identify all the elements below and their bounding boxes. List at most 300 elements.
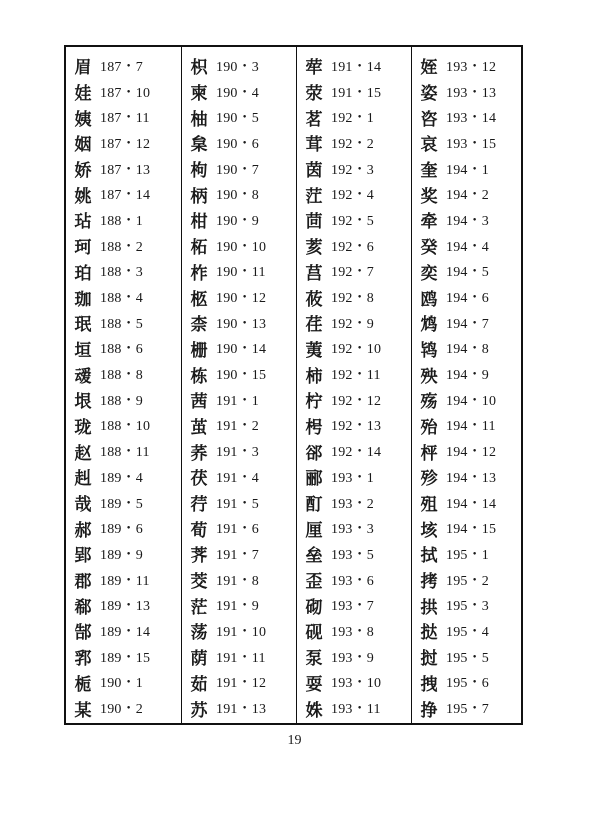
entry-character: 挣 [420, 700, 438, 721]
index-entry [297, 207, 411, 233]
entry-reference: 193・3 [331, 522, 374, 538]
index-entry [182, 79, 296, 105]
index-entry [182, 541, 296, 567]
entry-character: 茹 [190, 674, 208, 695]
entry-character: 枵 [305, 417, 323, 438]
entry-reference: 190・8 [216, 188, 259, 204]
entry-character: 奕 [420, 263, 438, 284]
entry-character: 柄 [190, 186, 208, 207]
entry-character: 柬 [190, 84, 208, 105]
index-entry [412, 413, 521, 439]
index-entry [412, 181, 521, 207]
index-entry [412, 464, 521, 490]
entry-reference: 191・12 [216, 676, 267, 692]
index-entry [182, 695, 296, 721]
entry-character: 茧 [190, 417, 208, 438]
entry-character: 珑 [74, 417, 92, 438]
index-entry [297, 618, 411, 644]
entry-reference: 190・11 [216, 265, 266, 281]
entry-reference: 193・8 [331, 624, 374, 640]
index-entry [412, 438, 521, 464]
index-entry [412, 387, 521, 413]
index-entry [297, 541, 411, 567]
index-entry [182, 310, 296, 336]
entry-reference: 189・5 [100, 496, 143, 512]
entry-character: 柿 [305, 366, 323, 387]
index-entry [182, 438, 296, 464]
entry-character: 泵 [305, 649, 323, 670]
entry-reference: 193・7 [331, 599, 374, 615]
entry-character: 歪 [305, 572, 323, 593]
index-entry [66, 130, 181, 156]
entry-reference: 195・5 [446, 650, 489, 666]
index-entry [66, 695, 181, 721]
index-entry [412, 104, 521, 130]
index-entry [182, 156, 296, 182]
index-column [296, 47, 411, 723]
entry-reference: 194・5 [446, 265, 489, 281]
index-entry [297, 387, 411, 413]
entry-character: 枲 [190, 135, 208, 156]
entry-reference: 191・15 [331, 85, 382, 101]
index-entry [297, 233, 411, 259]
entry-reference: 189・14 [100, 624, 151, 640]
entry-reference: 190・2 [100, 702, 143, 718]
index-entry [297, 567, 411, 593]
entry-reference: 192・10 [331, 342, 382, 358]
entry-reference: 188・11 [100, 445, 150, 461]
entry-character: 鸩 [420, 315, 438, 336]
entry-reference: 192・1 [331, 111, 374, 127]
index-entry [412, 130, 521, 156]
entry-reference: 193・5 [331, 547, 374, 563]
entry-character: 垒 [305, 546, 323, 567]
index-entry [412, 541, 521, 567]
entry-character: 耍 [305, 674, 323, 695]
entry-character: 荄 [305, 238, 323, 259]
index-column [66, 47, 181, 723]
index-entry [412, 592, 521, 618]
index-entry [182, 515, 296, 541]
entry-reference: 192・7 [331, 265, 374, 281]
entry-reference: 191・8 [216, 573, 259, 589]
index-entry [66, 259, 181, 285]
entry-character: 拭 [420, 546, 438, 567]
entry-reference: 189・9 [100, 547, 143, 563]
index-entry [182, 233, 296, 259]
page-number: 19 [287, 733, 302, 748]
entry-reference: 188・9 [100, 393, 143, 409]
entry-character: 拱 [420, 597, 438, 618]
index-entry [297, 259, 411, 285]
entry-character: 茵 [305, 161, 323, 182]
entry-reference: 191・14 [331, 59, 382, 75]
entry-character: 郜 [74, 623, 92, 644]
entry-reference: 188・4 [100, 291, 143, 307]
entry-character: 姝 [305, 700, 323, 721]
entry-reference: 194・8 [446, 342, 489, 358]
entry-reference: 192・8 [331, 291, 374, 307]
entry-character: 荫 [190, 649, 208, 670]
entry-character: 郢 [74, 546, 92, 567]
entry-character: 鸥 [420, 289, 438, 310]
entry-character: 咨 [420, 109, 438, 130]
entry-character: 拽 [420, 674, 438, 695]
index-entry [412, 336, 521, 362]
index-entry [297, 53, 411, 79]
entry-reference: 191・3 [216, 445, 259, 461]
entry-reference: 191・1 [216, 393, 259, 409]
entry-reference: 194・6 [446, 291, 489, 307]
index-entry [182, 207, 296, 233]
entry-character: 郡 [74, 572, 92, 593]
entry-character: 荀 [190, 520, 208, 541]
index-entry [66, 644, 181, 670]
entry-reference: 191・13 [216, 702, 267, 718]
entry-character: 莜 [305, 289, 323, 310]
entry-reference: 188・2 [100, 239, 143, 255]
index-entry [297, 644, 411, 670]
entry-reference: 194・3 [446, 213, 489, 229]
index-entry [412, 233, 521, 259]
index-entry [182, 259, 296, 285]
entry-character: 挝 [420, 649, 438, 670]
entry-character: 荑 [305, 340, 323, 361]
entry-reference: 190・7 [216, 162, 259, 178]
entry-character: 荞 [190, 443, 208, 464]
index-entry [297, 284, 411, 310]
index-entry [412, 695, 521, 721]
entry-reference: 190・3 [216, 59, 259, 75]
entry-reference: 188・8 [100, 368, 143, 384]
index-entry [66, 387, 181, 413]
entry-character: 殄 [420, 469, 438, 490]
entry-reference: 189・15 [100, 650, 151, 666]
entry-character: 茴 [305, 212, 323, 233]
entry-reference: 193・9 [331, 650, 374, 666]
index-entry [182, 181, 296, 207]
entry-character: 叆 [74, 366, 92, 387]
entry-character: 茭 [190, 572, 208, 593]
index-entry [297, 310, 411, 336]
entry-reference: 189・13 [100, 599, 151, 615]
index-entry [297, 413, 411, 439]
index-entry [412, 53, 521, 79]
entry-character: 姨 [74, 109, 92, 130]
index-entry [66, 181, 181, 207]
entry-character: 姻 [74, 135, 92, 156]
entry-character: 茸 [305, 135, 323, 156]
entry-reference: 193・1 [331, 470, 374, 486]
index-entry [182, 336, 296, 362]
entry-character: 姪 [420, 58, 438, 79]
entry-reference: 194・13 [446, 470, 497, 486]
index-entry [66, 438, 181, 464]
entry-reference: 194・4 [446, 239, 489, 255]
entry-character: 枰 [420, 443, 438, 464]
entry-reference: 195・2 [446, 573, 489, 589]
entry-reference: 190・9 [216, 213, 259, 229]
index-entry [412, 644, 521, 670]
index-entry [412, 361, 521, 387]
entry-character: 珂 [74, 238, 92, 259]
index-entry [66, 567, 181, 593]
entry-character: 柞 [190, 263, 208, 284]
entry-reference: 190・4 [216, 85, 259, 101]
entry-reference: 189・6 [100, 522, 143, 538]
entry-reference: 188・6 [100, 342, 143, 358]
entry-character: 殆 [420, 417, 438, 438]
entry-character: 赵 [74, 443, 92, 464]
index-entry [297, 438, 411, 464]
entry-reference: 187・13 [100, 162, 151, 178]
entry-character: 哀 [420, 135, 438, 156]
entry-character: 姚 [74, 186, 92, 207]
entry-character: 郗 [74, 597, 92, 618]
entry-character: 郦 [305, 469, 323, 490]
entry-reference: 188・3 [100, 265, 143, 281]
index-entry [66, 361, 181, 387]
entry-character: 牵 [420, 212, 438, 233]
entry-reference: 190・14 [216, 342, 267, 358]
entry-reference: 194・7 [446, 316, 489, 332]
index-entry [297, 490, 411, 516]
index-column [411, 47, 521, 723]
entry-reference: 192・11 [331, 368, 381, 384]
entry-reference: 191・11 [216, 650, 266, 666]
entry-reference: 194・2 [446, 188, 489, 204]
index-entry [66, 53, 181, 79]
entry-character: 某 [74, 700, 92, 721]
index-entry [182, 567, 296, 593]
entry-reference: 191・4 [216, 470, 259, 486]
index-entry [412, 567, 521, 593]
entry-reference: 190・5 [216, 111, 259, 127]
index-entry [182, 104, 296, 130]
entry-reference: 195・6 [446, 676, 489, 692]
index-entry [412, 670, 521, 696]
entry-reference: 194・10 [446, 393, 497, 409]
entry-character: 柠 [305, 392, 323, 413]
entry-character: 垣 [74, 340, 92, 361]
entry-character: 栀 [74, 674, 92, 695]
entry-character: 癸 [420, 238, 438, 259]
entry-character: 茯 [190, 469, 208, 490]
entry-character: 荠 [190, 546, 208, 567]
entry-reference: 190・1 [100, 676, 143, 692]
entry-character: 栋 [190, 366, 208, 387]
entry-reference: 192・13 [331, 419, 382, 435]
entry-reference: 187・12 [100, 136, 151, 152]
entry-reference: 193・10 [331, 676, 382, 692]
entry-character: 殃 [420, 366, 438, 387]
entry-reference: 192・9 [331, 316, 374, 332]
index-column [181, 47, 296, 723]
index-entry [66, 104, 181, 130]
entry-character: 挞 [420, 623, 438, 644]
entry-character: 垠 [74, 392, 92, 413]
entry-character: 枸 [190, 161, 208, 182]
entry-reference: 190・6 [216, 136, 259, 152]
index-entry [412, 515, 521, 541]
entry-character: 砚 [305, 623, 323, 644]
entry-reference: 193・12 [446, 59, 497, 75]
entry-character: 姿 [420, 84, 438, 105]
entry-character: 茜 [190, 392, 208, 413]
entry-reference: 195・1 [446, 547, 489, 563]
index-entry [182, 284, 296, 310]
index-entry [182, 670, 296, 696]
entry-character: 柑 [190, 212, 208, 233]
entry-character: 郛 [74, 649, 92, 670]
entry-character: 殂 [420, 495, 438, 516]
entry-reference: 191・10 [216, 624, 267, 640]
character-index-table [64, 45, 523, 725]
entry-reference: 188・5 [100, 316, 143, 332]
entry-character: 殇 [420, 392, 438, 413]
index-entry [412, 156, 521, 182]
index-entry [182, 361, 296, 387]
index-entry [66, 336, 181, 362]
entry-character: 娃 [74, 84, 92, 105]
entry-character: 栅 [190, 340, 208, 361]
entry-reference: 191・9 [216, 599, 259, 615]
entry-reference: 191・6 [216, 522, 259, 538]
index-entry [412, 79, 521, 105]
entry-character: 奖 [420, 186, 438, 207]
index-entry [182, 53, 296, 79]
entry-reference: 187・7 [100, 59, 143, 75]
entry-reference: 194・9 [446, 368, 489, 384]
index-entry [412, 207, 521, 233]
index-entry [66, 310, 181, 336]
entry-character: 娇 [74, 161, 92, 182]
entry-reference: 193・11 [331, 702, 381, 718]
index-entry [66, 541, 181, 567]
index-entry [182, 490, 296, 516]
index-entry [182, 413, 296, 439]
entry-character: 鸨 [420, 340, 438, 361]
entry-character: 郝 [74, 520, 92, 541]
entry-character: 奎 [420, 161, 438, 182]
entry-reference: 192・2 [331, 136, 374, 152]
entry-character: 柩 [190, 289, 208, 310]
entry-reference: 193・15 [446, 136, 497, 152]
index-entry [412, 490, 521, 516]
entry-reference: 194・14 [446, 496, 497, 512]
index-entry [66, 592, 181, 618]
entry-character: 柚 [190, 109, 208, 130]
index-entry [297, 336, 411, 362]
entry-character: 莒 [305, 263, 323, 284]
index-entry [182, 387, 296, 413]
index-entry [297, 592, 411, 618]
index-entry [297, 181, 411, 207]
index-entry [182, 130, 296, 156]
entry-reference: 189・11 [100, 573, 150, 589]
entry-character: 垓 [420, 520, 438, 541]
index-entry [297, 79, 411, 105]
entry-reference: 193・2 [331, 496, 374, 512]
entry-reference: 194・1 [446, 162, 489, 178]
index-entry [412, 259, 521, 285]
entry-character: 荡 [190, 623, 208, 644]
entry-character: 厘 [305, 520, 323, 541]
entry-character: 苏 [190, 700, 208, 721]
entry-reference: 187・10 [100, 85, 151, 101]
entry-reference: 194・12 [446, 445, 497, 461]
entry-character: 珉 [74, 315, 92, 336]
entry-character: 荦 [305, 58, 323, 79]
index-entry [66, 670, 181, 696]
entry-character: 荥 [305, 84, 323, 105]
entry-character: 玷 [74, 212, 92, 233]
index-entry [66, 515, 181, 541]
entry-reference: 192・12 [331, 393, 382, 409]
entry-reference: 190・15 [216, 368, 267, 384]
index-entry [412, 618, 521, 644]
index-entry [66, 207, 181, 233]
entry-character: 枳 [190, 58, 208, 79]
entry-character: 茫 [190, 597, 208, 618]
entry-reference: 191・7 [216, 547, 259, 563]
index-entry [182, 618, 296, 644]
index-entry [297, 695, 411, 721]
entry-character: 拷 [420, 572, 438, 593]
entry-reference: 189・4 [100, 470, 143, 486]
index-entry [297, 464, 411, 490]
entry-character: 眉 [74, 58, 92, 79]
index-entry [66, 156, 181, 182]
entry-reference: 193・13 [446, 85, 497, 101]
entry-reference: 192・5 [331, 213, 374, 229]
index-entry [182, 464, 296, 490]
entry-reference: 193・6 [331, 573, 374, 589]
entry-reference: 195・4 [446, 624, 489, 640]
index-entry [297, 670, 411, 696]
entry-reference: 194・11 [446, 419, 496, 435]
entry-reference: 187・11 [100, 111, 150, 127]
index-entry [66, 490, 181, 516]
entry-character: 哉 [74, 495, 92, 516]
entry-character: 砌 [305, 597, 323, 618]
index-entry [412, 310, 521, 336]
entry-character: 茗 [305, 109, 323, 130]
entry-character: 荏 [305, 315, 323, 336]
entry-character: 珀 [74, 263, 92, 284]
entry-reference: 191・5 [216, 496, 259, 512]
entry-reference: 194・15 [446, 522, 497, 538]
entry-reference: 190・12 [216, 291, 267, 307]
entry-character: 茳 [305, 186, 323, 207]
entry-reference: 191・2 [216, 419, 259, 435]
index-entry [66, 413, 181, 439]
entry-character: 郤 [305, 443, 323, 464]
entry-reference: 188・1 [100, 213, 143, 229]
entry-reference: 192・6 [331, 239, 374, 255]
index-entry [182, 592, 296, 618]
index-entry [66, 284, 181, 310]
entry-reference: 192・3 [331, 162, 374, 178]
index-entry [297, 104, 411, 130]
index-entry [412, 284, 521, 310]
entry-reference: 192・4 [331, 188, 374, 204]
entry-reference: 188・10 [100, 419, 151, 435]
entry-reference: 193・14 [446, 111, 497, 127]
index-entry [182, 644, 296, 670]
entry-reference: 190・10 [216, 239, 267, 255]
entry-reference: 190・13 [216, 316, 267, 332]
